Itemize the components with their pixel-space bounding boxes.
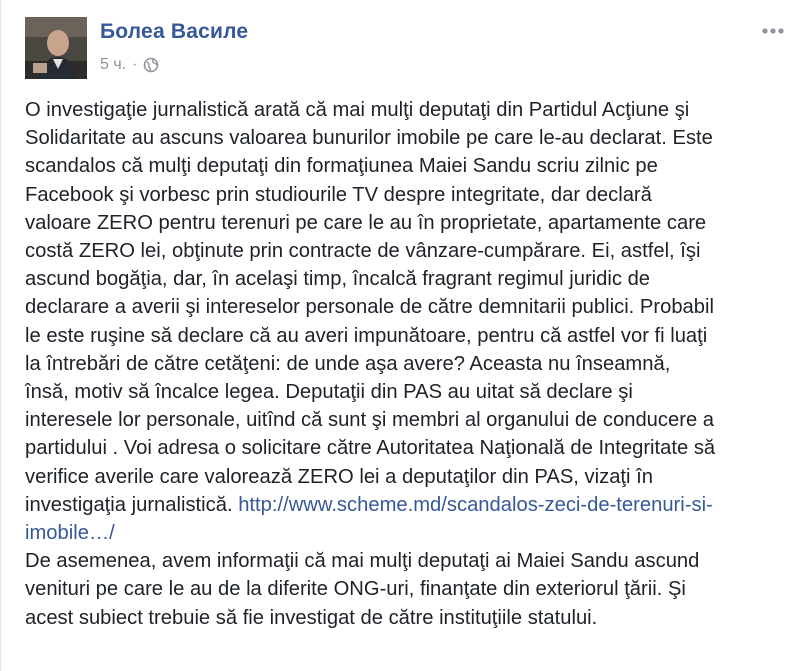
more-dots-icon[interactable] bbox=[760, 22, 786, 40]
article-link[interactable]: http://www.scheme.md/scandalos-zeci-de-terenuri-si- bbox=[238, 493, 713, 516]
text-line: De asemenea, avem informaţii că mai mulţi deputaţi ai Maiei Sandu ascund bbox=[25, 550, 700, 573]
author-name[interactable]: Болеа Василе bbox=[100, 20, 249, 43]
text-line: costă ZERO lei, obţinute prin contracte de vânzare-cumpărare. Ei, astfel, îşi bbox=[25, 240, 701, 263]
text-line: le este ruşine să declare că au averi impunătoare, pentru că astfel vor fi luaţi bbox=[25, 324, 708, 347]
text-line: scandalos că mulţi deputaţi din formaţiunea Maiei Sandu scriu zilnic pe bbox=[25, 155, 658, 178]
text-line: partidului . Voi adresa o solicitare către Autoritatea Naţională de Integritate să bbox=[25, 437, 716, 460]
globe-icon[interactable] bbox=[143, 57, 159, 73]
text-line: interesele lor personale, uitînd că sunt şi membri al organului de conducere a bbox=[25, 409, 715, 432]
text-line: la întrebări de către cetăţeni: de unde aşa avere? Aceasta nu înseamnă, bbox=[25, 352, 671, 375]
avatar[interactable] bbox=[25, 17, 87, 79]
post-text bbox=[25, 96, 785, 632]
text-line: acest subiect trebuie să fie investigat de către instituţiile statului. bbox=[25, 606, 598, 629]
text-line: declarare a averii şi intereselor personale de către demnitarii publici. Probabil bbox=[25, 296, 714, 319]
text-line: Solidaritate au ascuns valoarea bunurilor imobile pe care le-au declarat. Este bbox=[25, 127, 713, 150]
text-line-link-continuation bbox=[25, 519, 785, 547]
text-line: verifice averile care valorează ZERO lei a deputaţilor din PAS, vizaţi în bbox=[25, 465, 653, 488]
text-line-with-link bbox=[25, 491, 785, 519]
post-timestamp[interactable]: 5 ч. bbox=[100, 56, 127, 73]
meta-separator: · bbox=[132, 56, 138, 73]
text-line: Facebook şi vorbesc prin studiourile TV despre integritate, dar declară bbox=[25, 183, 652, 206]
article-link-continuation[interactable]: imobile…/ bbox=[25, 522, 115, 545]
text-line: ascund bogăţia, dar, în acelaşi timp, încalcă fragrant regimul juridic de bbox=[25, 268, 651, 291]
post-paragraph-1 bbox=[25, 96, 785, 547]
text-line: însă, motiv să încalce legea. Deputaţii din PAS au uitat să declare şi bbox=[25, 381, 633, 404]
text-line: venituri pe care le au de la diferite ONG-uri, finanţate din exteriorul ţării. Şi bbox=[25, 578, 686, 601]
post-meta bbox=[100, 56, 159, 74]
text-line: valoare ZERO pentru terenuri pe care le au în proprietate, apartamente care bbox=[25, 211, 707, 234]
text-fragment: investigaţia jurnalistică. bbox=[25, 493, 239, 516]
post-paragraph-2 bbox=[25, 547, 785, 632]
avatar-photo bbox=[25, 17, 87, 79]
text-line: O investigaţie jurnalistică arată că mai mulţi deputaţi din Partidul Acţiune şi bbox=[25, 99, 690, 121]
